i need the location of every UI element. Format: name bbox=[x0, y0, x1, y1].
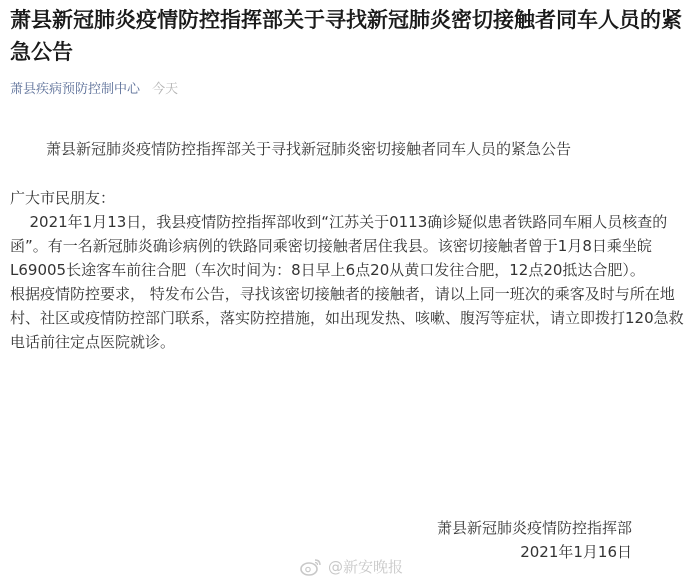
signature-organization: 萧县新冠肺炎疫情防控指挥部 bbox=[436, 519, 632, 537]
watermark-text: @新安晚报 bbox=[328, 558, 404, 576]
body-paragraph-2: 根据疫情防控要求， 特发布公告，寻找该密切接触者的接触者，请以上同一班次的乘客及时与所在地村、社区或疫情防控部门联系，落实防控措施，如出现发热、咳嗽、腹泻等症状，请立即拨打120急救电话前往定点医院就诊。 bbox=[10, 285, 684, 351]
signature-date: 2021年1月16日 bbox=[520, 543, 632, 561]
weibo-icon bbox=[300, 558, 322, 576]
publish-time: 今天 bbox=[152, 82, 179, 97]
article-meta bbox=[10, 80, 178, 100]
article-body bbox=[10, 186, 686, 354]
watermark bbox=[300, 556, 403, 578]
greeting: 广大市民朋友： bbox=[10, 189, 116, 207]
signature-block bbox=[437, 516, 632, 564]
body-paragraph-1: 2021年1月13日，我县疫情防控指挥部收到“江苏关于0113确诊疑似患者铁路同车厢人员核查的函”。有一名新冠肺炎确诊病例的铁路同乘密切接触者居住我县。该密切接触者曾于1月8日乘坐皖L69005长途客车前往合肥（车次时间为：8日早上6点20从黄口发往合肥，12点20抵达合肥）。 bbox=[10, 213, 668, 279]
article-title: 萧县新冠肺炎疫情防控指挥部关于寻找新冠肺炎密切接触者同车人员的紧急公告 bbox=[10, 8, 682, 64]
article-subtitle: 萧县新冠肺炎疫情防控指挥部关于寻找新冠肺炎密切接触者同车人员的紧急公告 bbox=[46, 140, 572, 158]
source-account-link[interactable]: 萧县疾病预防控制中心 bbox=[10, 82, 141, 97]
